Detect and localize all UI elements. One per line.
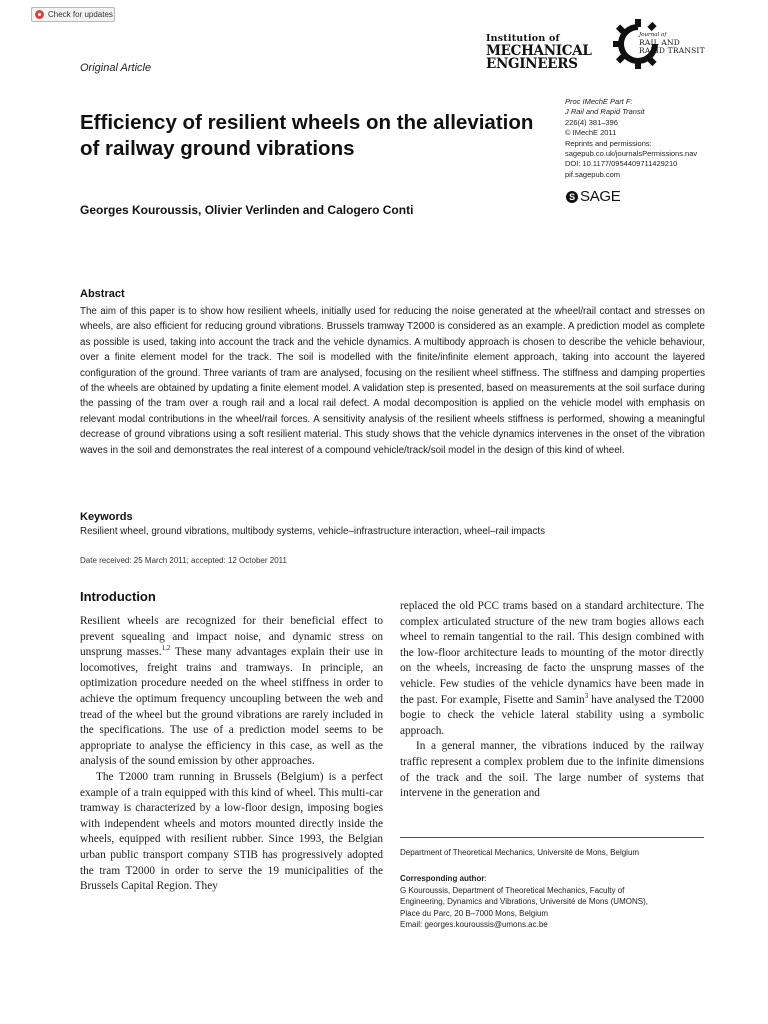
volume-pages: 226(4) 381–396 (565, 117, 618, 127)
body-column-right (400, 599, 704, 802)
journal-logo-line2: RAPID TRANSIT (639, 45, 705, 55)
intro-paragraph-4: In a general manner, the vibrations induced by the railway traffic represent a complex problem due to the infinite dimensions of the track and the soil. The large number of systems that intervene in the generation and (400, 740, 704, 800)
abstract-heading: Abstract (80, 288, 125, 300)
author-list: Georges Kouroussis, Olivier Verlinden and Calogero Conti (80, 203, 414, 217)
journal-logo (612, 18, 722, 78)
journal-logo-line1: RAIL AND (639, 37, 680, 47)
check-for-updates-label: Check for updates (48, 10, 113, 19)
journal-site-link[interactable]: pif.sagepub.com (565, 169, 621, 179)
reprints-label: Reprints and permissions: (565, 138, 652, 148)
intro-paragraph-3: replaced the old PCC trams based on a standard architecture. The complex articulated structure of the new tram bogies allows each wheel to remain tangential to the rail. This design combined with the low-floor architecture leads to mounting of the motor directly on the wheels, increasing de facto the unsprung masses of the vehicle. Few studies of the vehicle dynamics have been made in the past. For example, Fisette and Samin$^3$ have analysed the T2000 bogie to check the vehicle lateral stability using a symbolic approach. (400, 600, 704, 737)
journal-metadata (565, 97, 697, 180)
corresponding-author-line3: Place du Parc, 20 B–7000 Mons, Belgium (400, 908, 549, 918)
corresponding-author-email[interactable]: Email: georges.kouroussis@umons.ac.be (400, 920, 548, 930)
copyright: © IMechE 2011 (565, 128, 617, 138)
abstract-text: The aim of this paper is to show how resilient wheels, initially used for reducing the noise generated at the wheel/rail contact and stresses on wheels, are also efficient for reducing ground vibrations. Brussels tramway T2000 is considered as an example. A prediction model as complete as possible is used, taking into account the track and the vehicle dynamics. A multibody approach is chosen to describe the vehicle behaviour, over a finite element model for the track. The soil is modelled with the finite/infinite element approach, taking into account the layered configuration of the ground. Three variants of tram are analysed, focusing on the resilient wheel stiffness. The stiffness and damping properties of the wheels are obtained by updating a finite element model. A validation step is presented, based on measurements at the soil surface during the passing of the tram over a rough rail and a local rail defect. A modal decomposition is applied on the vehicle model with emphasis on relevant modal contributions in the wheel/rail forces. A sensitivity analysis of the resilient wheels stiffness is performed, showing a meaningful decrease of ground vibrations using a soft resilient material. This study shows that the vehicle dynamics intervenes in the onset of the vibration waves in the soil and demonstrates the real interest of a compound vehicle/track/soil model in the design of this kind of wheel. (80, 306, 705, 456)
footnote-divider (400, 837, 704, 838)
intro-paragraph-1: Resilient wheels are recognized for their beneficial effect to prevent squealing and impact noise, and dynamic stress on unsprung masses.$^{1,2}$ These many advantages explain their use in locomotives, freight trains and tramways. In principle, an optimization procedure needed on the wheel stiffness in order to achieve the optimum frequency uncoupling between the web and tread of the wheel but the ground vibrations are rarely included in the specifications. The use of a prediction model seems to be appropriate to analyse the efficiency in this case, as well as the analysis of the sound emission by other approaches. (80, 615, 384, 768)
article-type: Original Article (80, 62, 152, 74)
sage-icon: S (566, 191, 578, 203)
citation-1-2[interactable]: 1,2 (161, 644, 171, 653)
imeche-logo-line3: ENGINEERS (486, 56, 578, 72)
doi[interactable]: DOI: 10.1177/0954409711429210 (565, 159, 678, 169)
corresponding-author-line1: G Kouroussis, Department of Theoretical Mechanics, Faculty of (400, 885, 625, 895)
journal-logo-prefix: Journal of (639, 32, 667, 38)
body-column-left (80, 614, 383, 895)
sage-logo (566, 188, 620, 205)
keywords-text: Resilient wheel, ground vibrations, multibody systems, vehicle–infrastructure interaction, wheel–rail impacts (80, 526, 546, 537)
corresponding-author-line2: Engineering, Dynamics and Vibrations, Université de Mons (UMONS), (400, 897, 648, 907)
citation-3[interactable]: 3 (584, 691, 589, 700)
corresponding-author: Corresponding author: G Kouroussis, Department of Theoretical Mechanics, Faculty of Engineering, Dynamics and Vibrations, Université de Mons (UMONS), Place du Parc, 20 B–7000 Mons, Belgium Email: georges.kouroussis@umons.ac.be (400, 873, 710, 931)
affiliation: Department of Theoretical Mechanics, Université de Mons, Belgium (400, 848, 640, 857)
check-updates-icon (35, 10, 44, 19)
permissions-link[interactable]: sagepub.co.uk/journalsPermissions.nav (565, 149, 698, 159)
journal-short-name: Proc IMechE Part F: (565, 97, 633, 106)
journal-full-name: J Rail and Rapid Transit (565, 107, 645, 117)
date-received: Date received: 25 March 2011; accepted: 12 October 2011 (80, 556, 287, 565)
check-for-updates-badge[interactable] (31, 7, 115, 22)
keywords-heading: Keywords (80, 511, 133, 523)
imeche-logo (486, 33, 592, 72)
paper-title: Efficiency of resilient wheels on the alleviation of railway ground vibrations (80, 111, 534, 160)
imeche-logo-line1: Institution of (486, 33, 560, 44)
intro-paragraph-2: The T2000 tram running in Brussels (Belgium) is a perfect example of a train equipped with this kind of wheel. This multi-car tramway is characterized by a low-floor design, imposing bogies with independent wheels and motors mounted directly inside the wheels, equipped with resilient rubber. Since 1993, the Belgian urban public transport company STIB has progressively adopted the tram T2000 in order to serve the 19 municipalities of the Brussels Capital Region. They (80, 770, 383, 893)
imeche-logo-line2: MECHANICAL (486, 42, 592, 59)
introduction-heading: Introduction (80, 589, 156, 604)
sage-logo-text: SAGE (580, 188, 621, 205)
corresponding-author-label: Corresponding author (400, 874, 485, 883)
